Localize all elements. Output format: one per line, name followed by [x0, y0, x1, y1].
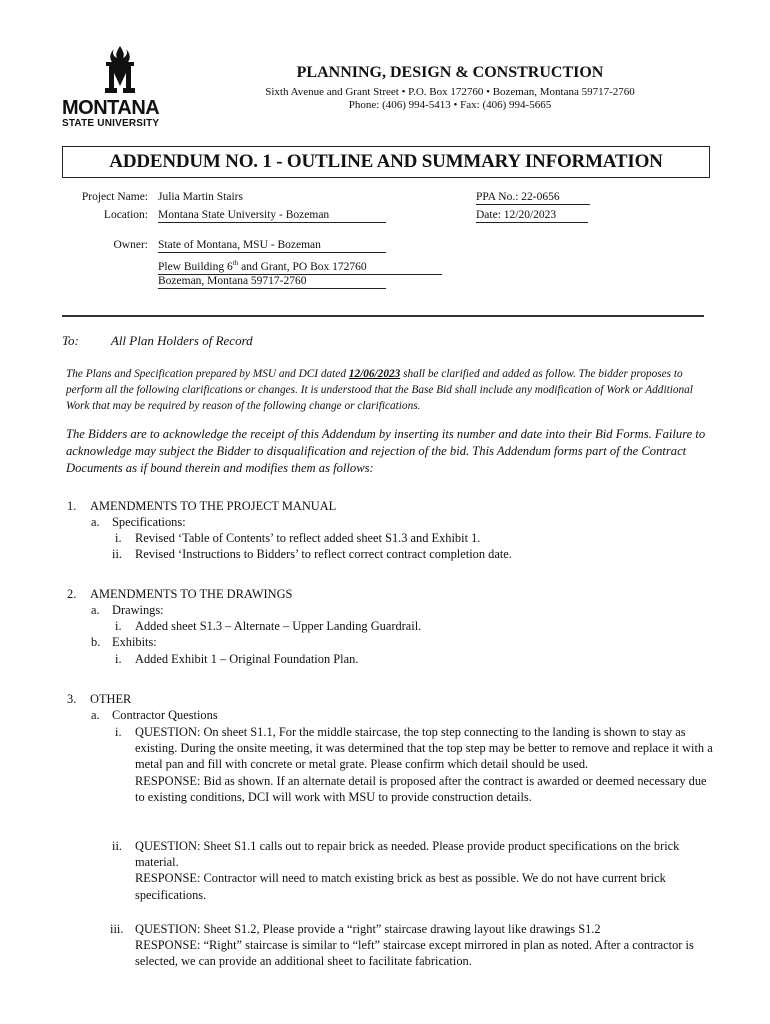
question-1 — [135, 724, 715, 805]
s3-number: 3. — [67, 692, 77, 706]
owner-line-2b: and Grant, PO Box 172760 — [238, 260, 367, 273]
s3-a-number: a. — [91, 708, 100, 722]
s1-ii-number: ii. — [112, 547, 122, 561]
s1-a-text: Specifications: — [112, 515, 186, 529]
s1-title: AMENDMENTS TO THE PROJECT MANUAL — [90, 499, 337, 513]
owner-line-2a: Plew Building 6 — [158, 260, 233, 273]
to-value: All Plan Holders of Record — [110, 333, 253, 348]
s2-b-number: b. — [91, 635, 101, 649]
document-title: ADDENDUM NO. 1 - OUTLINE AND SUMMARY INFORMATION — [109, 151, 663, 172]
s2-a-number: a. — [91, 603, 100, 617]
org-phone: Phone: (406) 994-5413 • Fax: (406) 994-5665 — [348, 99, 552, 111]
s3-iii-number: iii. — [110, 922, 124, 936]
s1-a-number: a. — [91, 515, 100, 529]
question-2 — [135, 838, 717, 903]
intro-text-a: The Plans and Specification prepared by MSU and DCI dated — [66, 368, 349, 380]
to-label: To: — [62, 333, 79, 348]
date-value: Date: 12/20/2023 — [476, 209, 588, 223]
to-line — [62, 333, 253, 349]
intro-date: 12/06/2023 — [348, 368, 401, 380]
logo-subtitle: STATE UNIVERSITY — [62, 118, 160, 129]
owner-line-1: State of Montana, MSU - Bozeman — [158, 239, 386, 253]
question-1-text: QUESTION: On sheet S1.1, For the middle staircase, the top step connecting to the landing is shown to stay as existing. During the onsite meeting, it was determined that the top step may be better to remove and replace it with a metal pan and fill with concrete or metal grate. Please confirm which detail should be used. — [135, 725, 713, 772]
location-label: Location: — [103, 209, 148, 221]
s2-number: 2. — [67, 587, 77, 601]
owner-line-2 — [158, 257, 442, 275]
s3-a-text: Contractor Questions — [112, 708, 218, 722]
ppa-number: PPA No.: 22-0656 — [476, 191, 590, 205]
section-divider — [62, 315, 704, 317]
org-name: PLANNING, DESIGN & CONSTRUCTION — [296, 64, 604, 81]
s1-i-text: Revised ‘Table of Contents’ to reflect added sheet S1.3 and Exhibit 1. — [135, 531, 481, 545]
s1-i-number: i. — [115, 531, 122, 545]
owner-line-3: Bozeman, Montana 59717-2760 — [158, 275, 386, 289]
project-name-label: Project Name: — [81, 191, 148, 203]
s3-title: OTHER — [90, 692, 132, 706]
question-3-text: QUESTION: Sheet S1.2, Please provide a “right” staircase drawing layout like drawings S1.2 — [135, 922, 601, 936]
s1-number: 1. — [67, 499, 77, 513]
title-box — [62, 146, 710, 178]
s2-title: AMENDMENTS TO THE DRAWINGS — [90, 587, 293, 601]
owner-line-2-sup: th — [232, 259, 239, 267]
s2-a-i-text: Added sheet S1.3 – Alternate – Upper Landing Guardrail. — [135, 619, 422, 633]
msu-mountain-m-icon — [96, 44, 144, 96]
s2-b-i-text: Added Exhibit 1 – Original Foundation Plan. — [135, 652, 359, 666]
owner-label: Owner: — [113, 239, 148, 251]
org-address: Sixth Avenue and Grant Street • P.O. Box 172760 • Bozeman, Montana 59717-2760 — [265, 86, 635, 98]
letterhead — [190, 64, 710, 111]
question-2-text: QUESTION: Sheet S1.1 calls out to repair brick as needed. Please provide product specifications on the brick material. — [135, 839, 680, 870]
response-3-text: RESPONSE: “Right” staircase is similar to “left” staircase except mirrored in plan as noted. After a contractor is selected, we can provide an additional sheet to facilitate fabrication. — [135, 938, 694, 969]
project-name: Julia Martin Stairs — [158, 191, 243, 203]
location-value: Montana State University - Bozeman — [158, 209, 386, 223]
s3-ii-number: ii. — [112, 839, 122, 853]
intro-text-b: shall be clarified and added as follow. The bidder proposes to perform all the following clarifications or changes. It is understood that the Base Bid shall include any modification of Work or Additional Work that may be required by reason of the following change or clarifications. — [66, 368, 693, 412]
response-2-text: RESPONSE: Contractor will need to match existing brick as best as possible. We do not have current brick specifications. — [135, 871, 666, 902]
question-3 — [135, 921, 705, 970]
acknowledge-paragraph: The Bidders are to acknowledge the receipt of this Addendum by inserting its number and date into their Bid Forms. Failure to acknowledge may subject the Bidder to disqualification and rejection of the bid. This Addendum forms part of the Contract Documents as if bound therein and modifies them as follows: — [66, 427, 706, 475]
logo-name: MONTANA — [62, 97, 160, 119]
s3-i-number: i. — [115, 725, 122, 739]
s2-b-text: Exhibits: — [112, 635, 157, 649]
intro-paragraph — [66, 366, 706, 414]
msu-logo — [62, 44, 182, 130]
s2-a-i-number: i. — [115, 619, 122, 633]
s1-ii-text: Revised ‘Instructions to Bidders’ to reflect correct contract completion date. — [135, 547, 512, 561]
s2-b-i-number: i. — [115, 652, 122, 666]
response-1-text: RESPONSE: Bid as shown. If an alternate detail is proposed after the contract is awarded or deemed necessary due to existing conditions, DCI will work with MSU to provide construction details. — [135, 773, 707, 804]
s2-a-text: Drawings: — [112, 603, 164, 617]
